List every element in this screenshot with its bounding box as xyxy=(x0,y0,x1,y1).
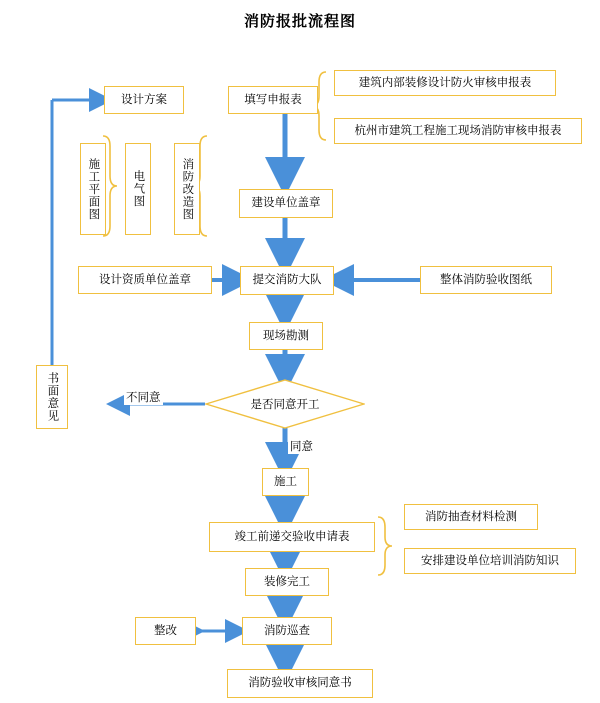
node-label: 整体消防验收图纸 xyxy=(440,273,532,286)
node-fire-renovation-drawing[interactable] xyxy=(174,143,200,235)
edge-label-agree xyxy=(288,438,315,454)
node-electrical-drawing[interactable] xyxy=(125,143,151,235)
node-label: 填写申报表 xyxy=(244,93,302,106)
node-design-plan[interactable] xyxy=(104,86,184,114)
node-construction-plan-drawing[interactable] xyxy=(80,143,106,235)
node-site-survey[interactable] xyxy=(249,322,323,350)
node-arrange-fire-training[interactable] xyxy=(404,548,576,574)
node-label: 装修完工 xyxy=(264,575,310,588)
node-label: 安排建设单位培训消防知识 xyxy=(421,554,559,567)
node-design-qualification-unit-seal[interactable] xyxy=(78,266,212,294)
edge-label-disagree xyxy=(124,389,163,405)
node-label: 现场勘测 xyxy=(263,329,309,342)
node-written-opinion[interactable] xyxy=(36,365,68,429)
node-label: 竣工前递交验收申请表 xyxy=(234,530,350,543)
node-interior-decoration-fire-review-form[interactable] xyxy=(334,70,556,96)
node-label: 施工平面图 xyxy=(87,157,100,221)
node-label: 建设单位盖章 xyxy=(251,197,321,210)
page-title: 消防报批流程图 xyxy=(243,13,356,30)
edge-label-text: 不同意 xyxy=(126,392,161,404)
edge-label-text: 同意 xyxy=(290,441,313,453)
node-fire-acceptance-approval[interactable] xyxy=(227,669,373,698)
node-rectification[interactable] xyxy=(135,617,196,645)
node-overall-fire-acceptance-drawings[interactable] xyxy=(420,266,552,294)
node-pre-completion-acceptance-form[interactable] xyxy=(209,522,375,552)
node-label: 建筑内部装修设计防火审核申报表 xyxy=(358,76,532,89)
node-label: 消防改造图 xyxy=(181,157,194,221)
node-label: 提交消防大队 xyxy=(252,274,322,287)
node-submit-to-fire-brigade[interactable] xyxy=(240,266,334,295)
node-decoration-complete[interactable] xyxy=(245,568,329,596)
node-label: 设计方案 xyxy=(121,93,167,106)
node-label: 书面意见 xyxy=(46,372,59,422)
node-label: 设计资质单位盖章 xyxy=(99,273,191,286)
node-approve-start-work-decision[interactable] xyxy=(205,379,365,429)
node-label: 电气图 xyxy=(132,170,145,208)
node-label: 施工 xyxy=(274,475,297,488)
node-label: 是否同意开工 xyxy=(250,399,320,411)
node-label: 消防巡查 xyxy=(264,624,310,637)
node-hangzhou-construction-site-fire-review-form[interactable] xyxy=(334,118,582,144)
node-fill-application-form[interactable] xyxy=(228,86,318,114)
node-label: 整改 xyxy=(154,624,177,637)
node-construction[interactable] xyxy=(262,468,309,496)
node-construction-unit-seal[interactable] xyxy=(239,189,333,218)
node-label: 消防抽查材料检测 xyxy=(425,510,517,523)
node-label: 杭州市建筑工程施工现场消防审核申报表 xyxy=(354,124,562,137)
node-fire-spot-check-material-test[interactable] xyxy=(404,504,538,530)
node-fire-inspection[interactable] xyxy=(242,617,332,645)
node-label: 消防验收审核同意书 xyxy=(248,677,352,690)
